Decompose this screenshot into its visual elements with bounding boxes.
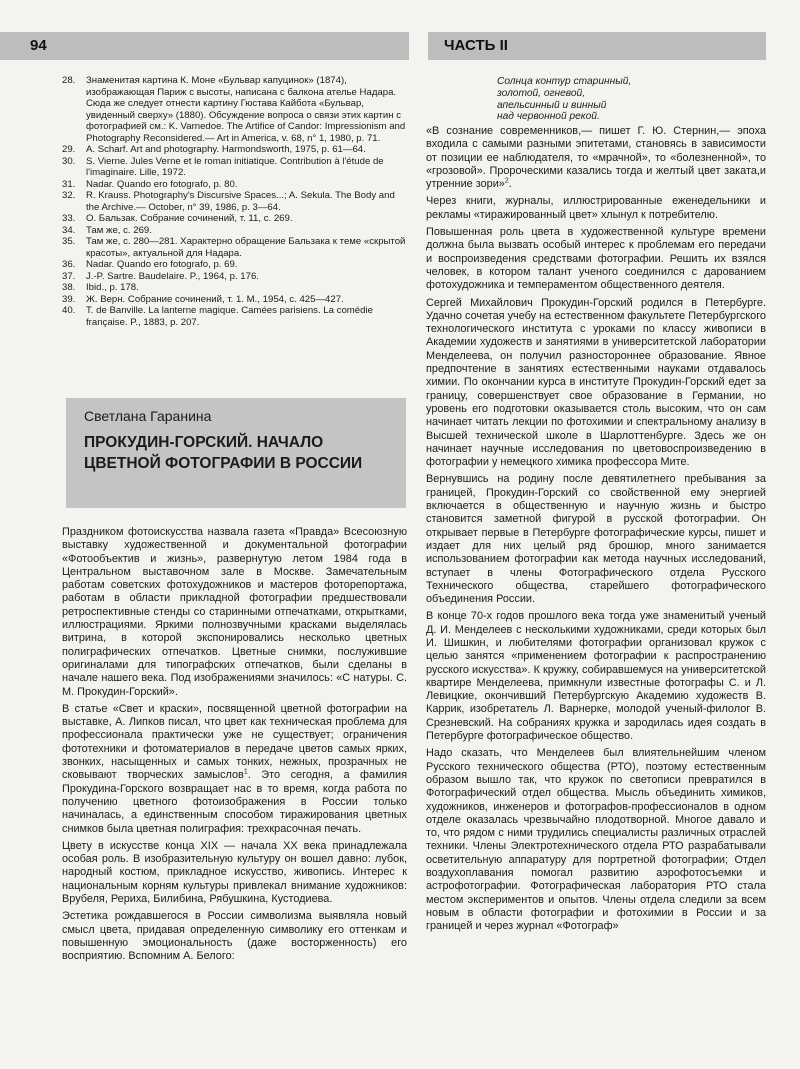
endnote-text: A. Scharf. Art and photography. Harmondsworth, 1975, p. 61—64. bbox=[86, 144, 366, 155]
paragraph: Повышенная роль цвета в художественной культуре времени должна была вызвать особый интерес к проблемам его передачи и воспроизведения средствами фотографии. Решить их взялся человек, в котором талант ученого соединился с дарованием фотохудожника и темпераментом общественного деятеля. bbox=[426, 226, 766, 292]
endnote-number: 37. bbox=[62, 270, 76, 282]
paragraph: «В сознание современников,— пишет Г. Ю. Стернин,— эпоха входила с самыми разными эпитетами, становясь в зависимости от позиции ее наблюдателя, то «мрачной», то «болезненной», то «грозовой». Пророческими казались тогда и желтый цвет заката,и утренние зори»$^2$. bbox=[426, 125, 766, 191]
paragraph: Вернувшись на родину после девятилетнего пребывания за границей, Прокудин-Горский со свойственной ему энергией включается в общественную и научную жизнь и быстро становится заметной фигурой в русской фотографии. Он открывает первые в Петербурге фотографические курсы, пишет и издает для них целый ряд брошюр, много занимается использованием фотографии как метода научных исследований, вступает в члены Фотографического отдела Русского Технического общества, старейшего фотографического объединения России. bbox=[426, 473, 766, 606]
paragraph: Праздником фотоискусства назвала газета «Правда» Всесоюзную выставку художественной и документальной фотографии «Фотообъектив и жизнь», развернутую летом 1984 года в Центральном выставочном зале в Москве. Замечательным работам советских фотохудожников и мастеров фоторепортажа, работам в области прикладной фотографии предшествовали ретроспективные стенды со старинными отпечатками, открытками, иллюстрациями. Яркими полнозвучными красками выделялась витрина, в которой экспонировались несколько цветных полиграфических отпечатков. Цветные снимки, послужившие оригиналами для типографских отпечатков, были сделаны в начале нашего века. Под изображениями значилось: «С натуры. С. М. Прокудин-Горский». bbox=[62, 526, 407, 698]
endnote-number: 29. bbox=[62, 144, 76, 155]
article-title-box bbox=[66, 398, 406, 508]
article-author: Светлана Гаранина bbox=[84, 408, 212, 424]
endnote bbox=[62, 236, 407, 259]
endnote bbox=[62, 294, 407, 306]
endnote bbox=[62, 282, 407, 294]
endnote-text: Там же, с. 269. bbox=[86, 224, 152, 236]
endnote-number: 38. bbox=[62, 282, 76, 293]
paragraph: Через книги, журналы, иллюстрированные еженедельники и рекламы «тиражированный цвет» хлынул к потребителю. bbox=[426, 195, 766, 221]
endnote bbox=[62, 190, 407, 213]
endnote-number: 40. bbox=[62, 305, 76, 316]
article-title-line: ПРОКУДИН-ГОРСКИЙ. НАЧАЛО bbox=[84, 434, 324, 451]
paragraph: Сергей Михайлович Прокудин-Горский родился в Петербурге. Удачно сочетая учебу на естественном факультете Петербургского технологического института с уроками по классу живописи в Академии художеств и занятиями в университетской лаборатории Менделеева, он получил разностороннее образование. Явное предпочтение в занятиях естественными науками отдавалось химии. По окончании курса в институте Прокудин-Горский едет за границу, совершенствует свое образование в Германии, но уровень его подготовки оказывается столь высоким, что он сам начинает читать лекции по фотохимии и спектральному анализу в Высшей технической школе в Шарлоттенбурге. Здесь же он начинает научные исследования по цветовоспроизведению в фотографии у немецкого химика профессора Мите. bbox=[426, 296, 766, 469]
body-column-left bbox=[62, 526, 407, 968]
endnote-text: S. Vierne. Jules Verne et le roman initiatique. Contribution à l'étude de l'imaginaire. Lille, 1972. bbox=[86, 155, 384, 178]
paragraph: В статье «Свет и краски», посвященной цветной фотографии на выставке, А. Липков писал, что цвет как техническая проблема для профессионала практически уже не существует; ограничения фототехники и фотоматериалов в передаче цветов самых ярких, звонких, насыщенных и самых тонких, нежных, прозрачных не сковывают творческих замыслов$^1$. Это сегодня, а фамилия Прокудина-Горского возвращает нас в то время, когда работа по получению цветного фотоизображения в России только начиналась, а единственным способом тиражирования цветных снимков была цветная полиграфия: трехкрасочная печать. bbox=[62, 702, 407, 835]
article-title bbox=[84, 432, 392, 474]
endnote bbox=[62, 156, 407, 179]
endnote-text: О. Бальзак. Собрание сочинений, т. 11, с. 269. bbox=[86, 213, 293, 224]
endnotes bbox=[62, 75, 407, 328]
endnote-text: R. Krauss. Photography's Discursive Spaces...; A. Sekula. The Body and the Archive.— October, n° 39, 1986, p. 3—64. bbox=[86, 190, 395, 213]
endnote-number: 31. bbox=[62, 178, 76, 190]
page-number: 94 bbox=[30, 37, 47, 54]
endnote bbox=[62, 213, 407, 225]
poem-line: Солнца контур старинный, bbox=[497, 76, 632, 87]
poem-line: над червонной рекой. bbox=[497, 111, 600, 123]
poem-line: апельсинный и винный bbox=[497, 99, 607, 111]
endnote-number: 30. bbox=[62, 155, 76, 167]
endnote bbox=[62, 144, 407, 156]
endnote-number: 32. bbox=[62, 190, 76, 201]
endnote-text: Знаменитая картина К. Моне «Бульвар капуцинок» (1874), изображающая Париж с высоты, написана с балкона ателье Надара. Сюда же следует отнести картину Гюстава Кайбота «Бульвар, увиденный сверху» (1880). Обсуждение вопроса о связи этих картин с фотографией см.: K. Varnedoe. The Artifice of Candor: Impressionism and Photography Reconsidered.— Art in America, v. 68, n° 1, 1980, p. 71. bbox=[86, 75, 406, 144]
endnote bbox=[62, 305, 407, 328]
paragraph: Эстетика рождавшегося в России символизма выявляла новый смысл цвета, придавая определенную символику его оттенкам и повышенную эмоциональность (даже восторженность) его восприятию. Вспомним А. Белого: bbox=[62, 910, 407, 963]
endnote-text: J.-P. Sartre. Baudelaire. P., 1964, p. 176. bbox=[86, 270, 259, 282]
endnote-text: Nadar. Quando ero fotografo, p. 80. bbox=[86, 178, 238, 190]
paragraph: Цвету в искусстве конца XIX — начала XX века принадлежала особая роль. В изобразительную культуру он вошел давно: лубок, народный костюм, прикладное искусство, живопись. Интерес к национальным корням культуры привлекал внимание художников: Врубеля, Рериха, Билибина, Рябушкина, Кустодиева. bbox=[62, 839, 407, 906]
footnote-ref: 1 bbox=[243, 768, 248, 776]
footnote-ref: 2 bbox=[504, 177, 509, 185]
article-title-line: ЦВЕТНОЙ ФОТОГРАФИИ В РОССИИ bbox=[84, 455, 363, 472]
endnote bbox=[62, 225, 407, 237]
endnote-text: Nadar. Quando ero fotografo, p. 69. bbox=[86, 259, 238, 270]
endnote-text: Ibid., p. 178. bbox=[86, 282, 139, 293]
endnote bbox=[62, 179, 407, 191]
paragraph: В конце 70-х годов прошлого века тогда уже знаменитый ученый Д. И. Менделеев с несколькими художниками, среди которых был И. Шишкин, и любителями фотографии организовал кружок с целью занятся «применением фотографии к распространению русского искусства». К кружку, собиравшемуся на университетской квартире Менделеева, примкнули известные фотографы С. и Л. Левицкие, окончивший Петербургскую Академию художеств В. Каррик, изобретатель Л. Варнерке, молодой ученый-филолог В. Срезневский. На собраниях кружка и зародилась идея создать в Петербурге фотографическое общество. bbox=[426, 610, 766, 743]
endnote-number: 36. bbox=[62, 259, 76, 270]
endnote-number: 33. bbox=[62, 213, 76, 224]
endnote-number: 28. bbox=[62, 75, 76, 86]
section-header-bar bbox=[428, 32, 766, 60]
paragraph: Надо сказать, что Менделеев был влиятельнейшим членом Русского технического общества (РТО), поэтому естественным образом вышло так, что кружок по светописи превратился в Фотографический отдел общества. Мысль объединить химиков, художников, инженеров и фотографов-профессионалов в одном отделе оказалась чрезвычайно плодотворной. Многое давало и то, что рядом с ними трудились специалисты различных отраслей техники. Члены Электротехнического отдела РТО разрабатывали осветительную аппаратуру для портретной фотографии; Отдел воздухоплавания помогал развитию аэрофотосъемки и астрофотографии. Фотографическая лаборатория РТО стала местом экспериментов и опытов. Члены отдела следили за всем новым в области фотографии и фотохимии в России и за границей и через журнал «Фотограф» bbox=[426, 747, 766, 933]
section-title: ЧАСТЬ II bbox=[444, 37, 508, 54]
endnote bbox=[62, 75, 407, 144]
page-number-bar bbox=[0, 32, 409, 60]
endnote bbox=[62, 259, 407, 271]
endnote-text: Ж. Верн. Собрание сочинений, т. 1. М., 1954, с. 425—427. bbox=[86, 293, 344, 305]
endnote-number: 39. bbox=[62, 293, 76, 305]
endnote-text: Там же, с. 280—281. Характерно обращение Бальзака к теме «скрытой красоты», актуальной для Надара. bbox=[86, 236, 406, 259]
poem-line: золотой, огневой, bbox=[497, 87, 586, 99]
body-column-right bbox=[426, 125, 766, 938]
endnote bbox=[62, 271, 407, 283]
endnote-number: 34. bbox=[62, 224, 76, 236]
endnote-text: T. de Banville. La lanterne magique. Camées parisiens. La comédie française. P., 1883, p. 207. bbox=[86, 305, 373, 328]
endnote-number: 35. bbox=[62, 236, 76, 247]
epigraph-poem bbox=[497, 76, 757, 123]
